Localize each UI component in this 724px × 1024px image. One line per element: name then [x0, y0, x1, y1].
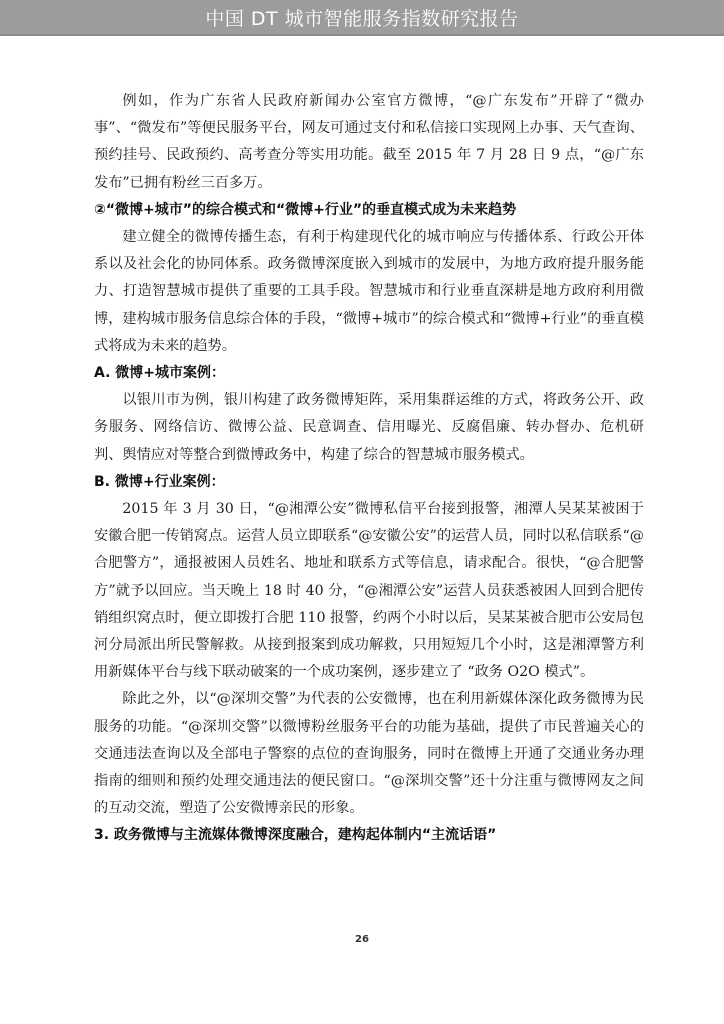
paragraph-guangdong-example: 例如，作为广东省人民政府新闻办公室官方微博，“@广东发布”开辟了“微办事”、“微发布”等便民服务平台，网友可通过支付和私信接口实现网上办事、天气查询、预约挂号、民政预约、高考查分等实用功能。截至 2015 年 7 月 28 日 9 点，“@广东发布”已拥有粉丝三百多万。	[94, 93, 644, 191]
paragraph-shenzhen-case: 除此之外，以“@深圳交警”为代表的公安微博，也在利用新媒体深化政务微博为民服务的功能。“@深圳交警”以微博粉丝服务平台的功能为基础，提供了市民普遍关心的交通违法查询以及全部电子警察的点位的查询服务，同时在微博上开通了交通业务办理指南的细则和预约处理交通违法的便民窗口。“@深圳交警”还十分注重与微博网友之间的互动交流，塑造了公安微博亲民的形象。	[94, 691, 644, 817]
subheading-industry-case: B. 微博+行业案例：	[94, 473, 225, 490]
report-header-bar	[0, 0, 724, 36]
page-number: 26	[355, 934, 369, 945]
paragraph-weibo-ecosystem: 建立健全的微博传播生态，有利于构建现代化的城市响应与传播体系、行政公开体系以及社会化的协同体系。政务微博深度嵌入到城市的发展中，为地方政府提升服务能力、打造智慧城市提供了重要的工具手段。智慧城市和行业垂直深耕是地方政府利用微博，建构城市服务信息综合体的手段，“微博+城市”的综合模式和“微博+行业”的垂直模式将成为未来的趋势。	[94, 229, 644, 354]
section-heading-media-fusion: 3. 政务微博与主流媒体微博深度融合，建构起体制内“主流话语”	[94, 827, 497, 844]
document-body	[94, 88, 644, 850]
report-title: 中国 DT 城市智能服务指数研究报告	[205, 7, 519, 30]
subheading-city-case: A. 微博+城市案例：	[94, 365, 226, 382]
section-heading-trend: ②“微博+城市”的综合模式和“微博+行业”的垂直模式成为未来趋势	[94, 201, 517, 218]
paragraph-yinchuan-case: 以银川市为例，银川构建了政务微博矩阵，采用集群运维的方式，将政务公开、政务服务、网络信访、微博公益、民意调查、信用曝光、反腐倡廉、转办督办、危机研判、舆情应对等整合到微博政务中，构建了综合的智慧城市服务模式。	[94, 392, 644, 463]
paragraph-xiangtan-case: 2015 年 3 月 30 日，“@湘潭公安”微博私信平台接到报警，湘潭人吴某某被困于安徽合肥一传销窝点。运营人员立即联系“@安徽公安”的运营人员，同时以私信联系“@合肥警方”，通报被困人员姓名、地址和联系方式等信息，请求配合。很快，“@合肥警方”就予以回应。当天晚上 18 时 40 分，“@湘潭公安”运营人员获悉被困人回到合肥传销组织窝点时，便立即拨打合肥 110 报警，约两个小时以后，吴某某被合肥市公安局包河分局派出所民警解救。从接到报案到成功解救，只用短短几个小时，这是湘潭警方利用新媒体平台与线下联动破案的一个成功案例，逐步建立了 “政务 O2O 模式”。	[94, 501, 644, 681]
